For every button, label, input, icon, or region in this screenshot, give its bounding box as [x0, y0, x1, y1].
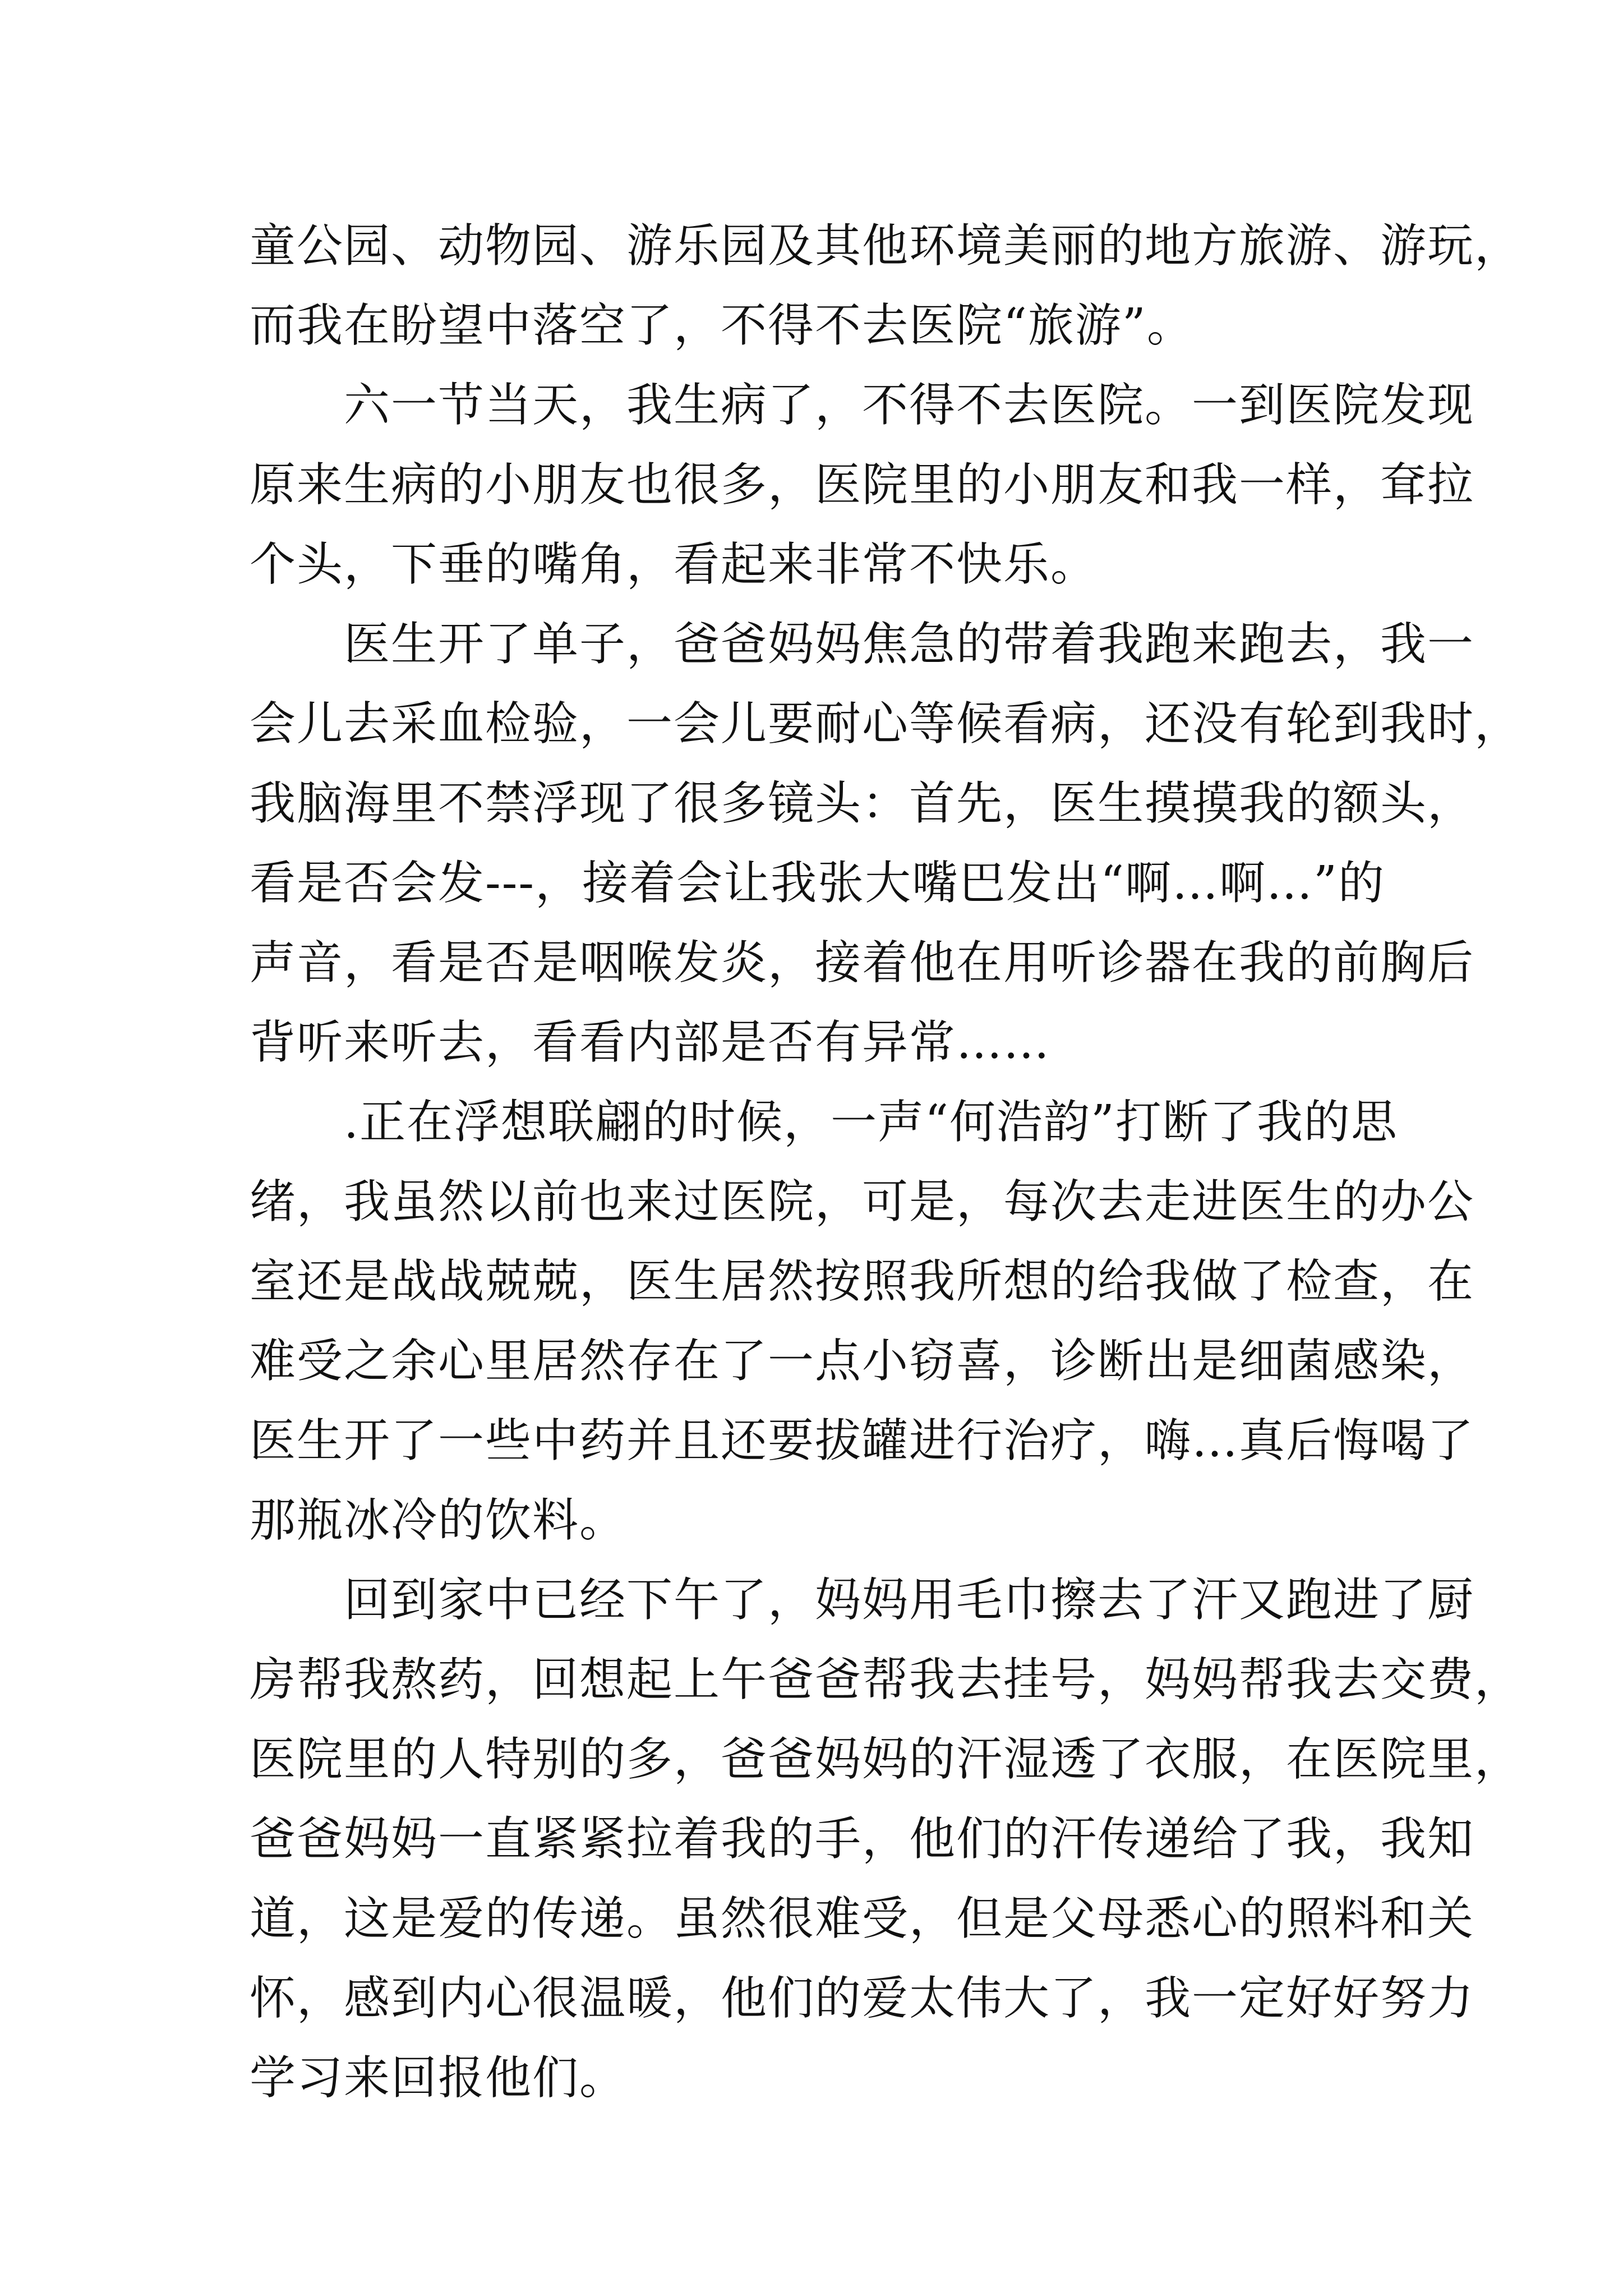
paragraph-4 [250, 1083, 1475, 1561]
text-line: 个头，下垂的嘴角，看起来非常不快乐。 [250, 538, 1098, 591]
document-body [250, 206, 1522, 2118]
text-line: 医院里的人特别的多，爸爸妈妈的汗湿透了衣服，在医院里， [250, 1733, 1522, 1786]
text-line: 难受之余心里居然存在了一点小窃喜，诊断出是细菌感染， [250, 1335, 1475, 1388]
text-line: 怀，感到内心很温暖，他们的爱太伟大了，我一定好好努力 [250, 1972, 1475, 2025]
text-line: 学习来回报他们。 [250, 2051, 627, 2105]
paragraph-5 [250, 1561, 1522, 2118]
text-line: .正在浮想联翩的时候，一声“何浩韵”打断了我的思 [250, 1096, 1398, 1149]
text-line: 医生开了单子，爸爸妈妈焦急的带着我跑来跑去，我一 [250, 618, 1475, 671]
text-line: 看是否会发---，接着会让我张大嘴巴发出“啊…啊…”的 [250, 857, 1385, 910]
text-line: 会儿去采血检验，一会儿要耐心等候看病，还没有轮到我时， [250, 697, 1522, 751]
text-line: 道，这是爱的传递。虽然很难受，但是父母悉心的照料和关 [250, 1892, 1475, 1945]
paragraph-3 [250, 605, 1522, 1083]
text-line: 六一节当天，我生病了，不得不去医院。一到医院发现 [250, 379, 1475, 432]
text-line: 爸爸妈妈一直紧紧拉着我的手，他们的汗传递给了我，我知 [250, 1812, 1475, 1866]
text-line: 我脑海里不禁浮现了很多镜头：首先，医生摸摸我的额头， [250, 777, 1475, 830]
paragraph-2 [250, 366, 1475, 605]
text-line: 回到家中已经下午了，妈妈用毛巾擦去了汗又跑进了厨 [250, 1573, 1475, 1627]
paragraph-1 [250, 206, 1522, 366]
text-line: 而我在盼望中落空了，不得不去医院“旅游”。 [250, 299, 1194, 352]
text-line: 那瓶冰冷的饮料。 [250, 1494, 627, 1547]
text-line: 绪，我虽然以前也来过医院，可是，每次去走进医生的办公 [250, 1175, 1475, 1228]
text-line: 背听来听去，看看内部是否有异常…… [250, 1016, 1051, 1069]
text-line: 室还是战战兢兢，医生居然按照我所想的给我做了检查，在 [250, 1255, 1475, 1308]
text-line: 声音，看是否是咽喉发炎，接着他在用听诊器在我的前胸后 [250, 936, 1475, 990]
text-line: 原来生病的小朋友也很多，医院里的小朋友和我一样，耷拉 [250, 458, 1475, 512]
text-line: 医生开了一些中药并且还要拔罐进行治疗，嗨…真后悔喝了 [250, 1414, 1475, 1467]
text-line: 房帮我熬药，回想起上午爸爸帮我去挂号，妈妈帮我去交费， [250, 1653, 1522, 1706]
text-line: 童公园、动物园、游乐园及其他环境美丽的地方旅游、游玩， [250, 219, 1522, 273]
